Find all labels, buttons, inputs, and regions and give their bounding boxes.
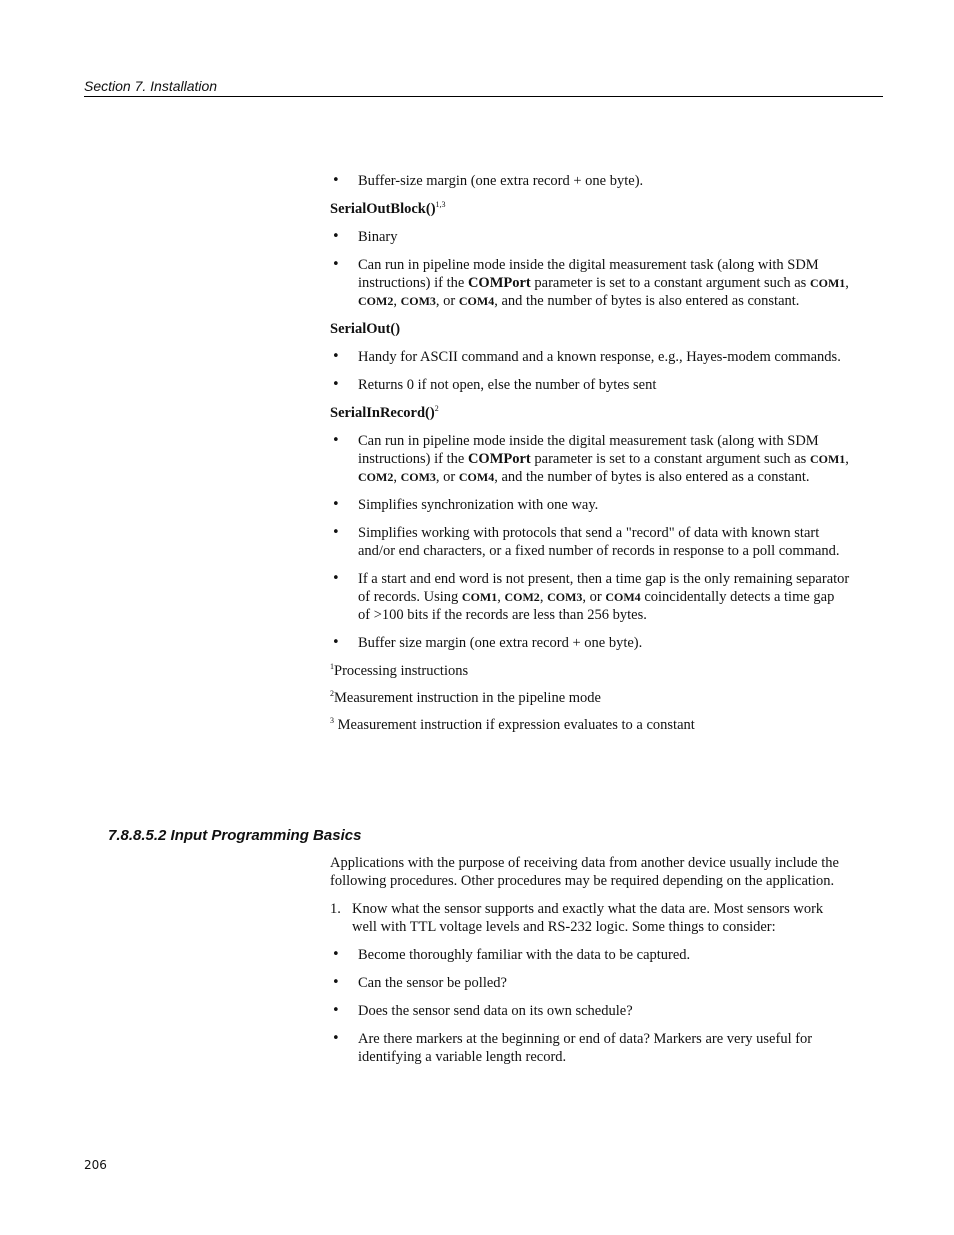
instruction-summary: [330, 172, 850, 743]
numbered-step: [330, 900, 850, 936]
bullet-item: • Does the sensor send data on its own schedule?: [330, 1002, 850, 1020]
bullet-item: • Become thoroughly familiar with the data to be captured.: [330, 946, 850, 964]
bullet-item: • Returns 0 if not open, else the number of bytes sent: [330, 376, 850, 394]
running-header: Section 7. Installation: [84, 77, 883, 97]
bullet-item: • Are there markers at the beginning or end of data? Markers are very useful for identifying a variable length record.: [330, 1030, 850, 1066]
page-number: 206: [84, 1158, 107, 1172]
step-number: 1.: [330, 901, 341, 917]
section-heading: 7.8.8.5.2 Input Programming Basics: [108, 827, 362, 844]
bullet-item: • Can run in pipeline mode inside the digital measurement task (along with SDM instructions) if the COMPort parameter is set to a constant argument such as COM1, COM2, COM3, or COM4, and the number of bytes is also entered as constant.: [330, 256, 850, 310]
bullet-item: • Simplifies working with protocols that send a "record" of data with known start and/or end characters, or a fixed number of records in response to a poll command.: [330, 524, 850, 560]
bullet-item: • Simplifies synchronization with one way.: [330, 496, 850, 514]
instruction-heading-serialinrecord: SerialInRecord()$^2$: [330, 404, 439, 421]
instruction-heading-serialoutblock: SerialOutBlock()$^{1,3}$: [330, 200, 446, 217]
bullet-item: • Binary: [330, 228, 850, 246]
bullet-item: • If a start and end word is not present, then a time gap is the only remaining separator of records. Using COM1, COM2, COM3, or COM4 coincidentally detects a time gap of >100 bits if the records are less than 256 bytes.: [330, 570, 850, 624]
footnote-1: $^1$Processing instructions: [330, 662, 469, 679]
footnote-3: $^3$ Measurement instruction if expression evaluates to a constant: [330, 716, 695, 733]
intro-paragraph: Applications with the purpose of receiving data from another device usually include the following procedures. Other procedures may be required depending on the application.: [330, 855, 839, 889]
bullet-item: • Handy for ASCII command and a known response, e.g., Hayes-modem commands.: [330, 348, 850, 366]
bullet-item: • Can the sensor be polled?: [330, 974, 850, 992]
input-programming-basics: [330, 854, 850, 1076]
footnote-2: $^2$Measurement instruction in the pipeline mode: [330, 689, 601, 706]
step-text: Know what the sensor supports and exactly what the data are. Most sensors work well with TTL voltage levels and RS-232 logic. Some things to consider:: [352, 901, 824, 935]
instruction-heading-serialout: SerialOut(): [330, 321, 401, 337]
bullet-item: • Buffer-size margin (one extra record + one byte).: [330, 172, 850, 190]
bullet-item: • Can run in pipeline mode inside the digital measurement task (along with SDM instructions) if the COMPort parameter is set to a constant argument such as COM1, COM2, COM3, or COM4, and the number of bytes is also entered as a constant.: [330, 432, 850, 486]
bullet-item: • Buffer size margin (one extra record + one byte).: [330, 634, 850, 652]
